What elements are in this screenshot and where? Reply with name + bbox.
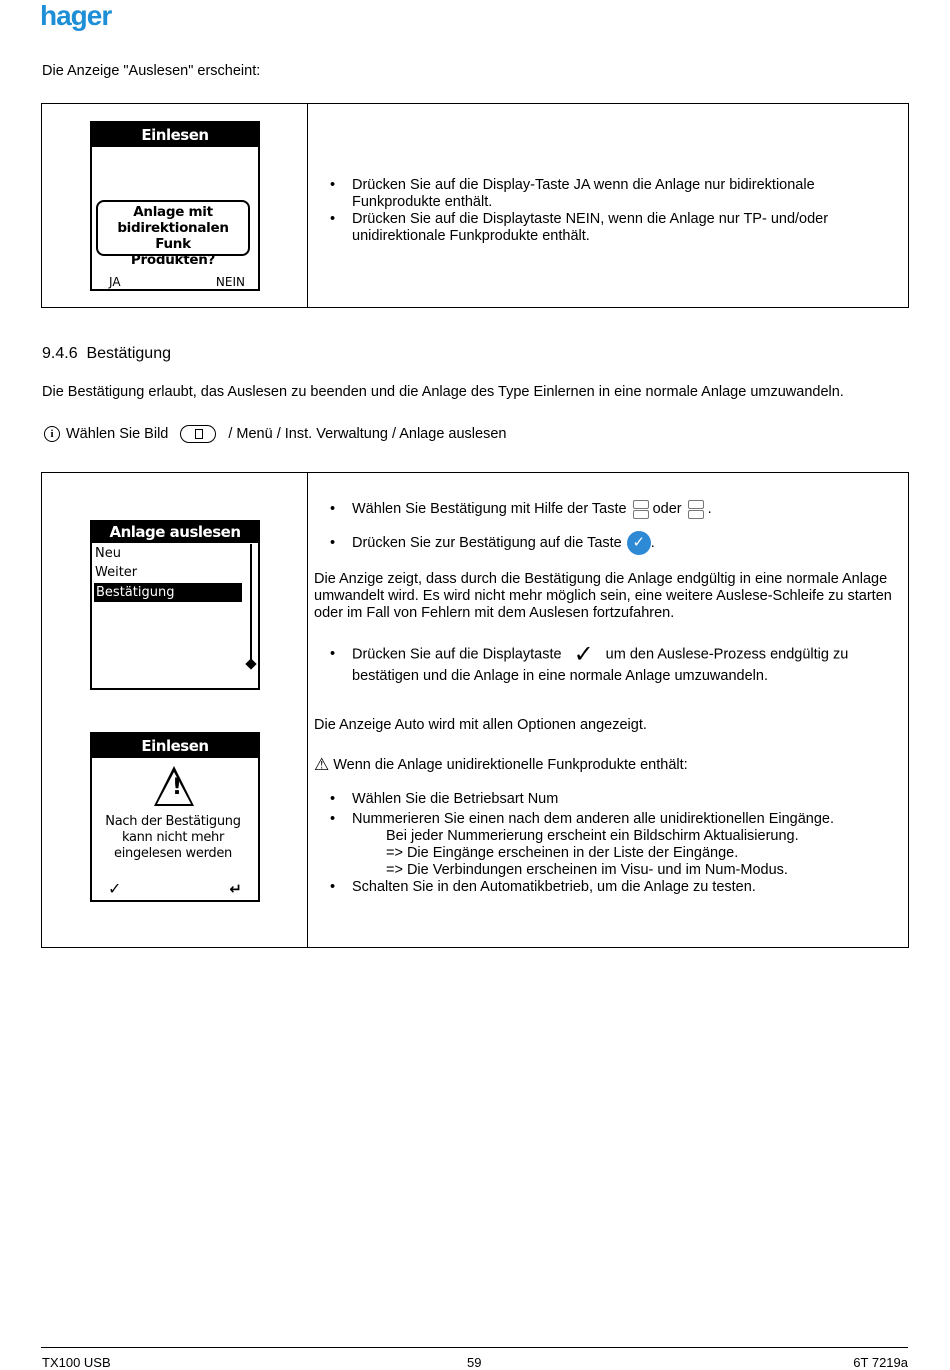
b3-line2: bestätigen und die Anlage in eine normale Anlage umzuwandeln. (352, 667, 768, 684)
section-number: 9.4.6 (42, 345, 78, 362)
table-bestaetigung (41, 472, 909, 948)
lcd-message-line: eingelesen werden (114, 846, 232, 861)
info-text-before: Wählen Sie Bild (66, 426, 169, 442)
lcd-anlage-auslesen (90, 520, 260, 690)
column-divider (307, 473, 308, 947)
ok-check-icon: ✓ (627, 531, 651, 555)
lcd-menu-item-weiter: Weiter (95, 565, 138, 580)
checkmark-icon: ✓ (573, 641, 594, 669)
list-item: • Wählen Sie die Betriebsart Num (314, 791, 904, 808)
b3-text: Drücken Sie auf die Displaytaste (352, 646, 562, 663)
sub-line: => Die Eingänge erscheinen in der Liste der Eingänge. (386, 844, 739, 861)
footer-divider (41, 1347, 908, 1348)
lcd-warning-message (92, 814, 254, 862)
lcd-scrollbar (250, 544, 252, 664)
warning-line (314, 755, 904, 775)
lcd-message-line: kann nicht mehr (121, 830, 225, 845)
lcd-back-arrow-icon: ↵ (229, 880, 242, 898)
screen-picture-icon (180, 425, 216, 443)
b1-or: oder (652, 501, 682, 517)
box1-bullet-list (314, 177, 854, 245)
lcd-confirm-check-icon: ✓ (108, 879, 122, 898)
lcd-message-frame (96, 200, 250, 268)
list-item (314, 641, 904, 686)
box2-bullet-list-1 (314, 499, 904, 555)
box2-paragraph-2: Die Anzeige Auto wird mit allen Optionen angezeigt. (314, 716, 647, 733)
box2-bullet-list-2 (314, 641, 904, 686)
box2-bullet-list-4 (314, 879, 904, 896)
down-key-icon (686, 499, 704, 519)
lcd-title: Einlesen (92, 123, 258, 147)
lcd-softkey-ja: JA (109, 275, 121, 289)
lcd-menu-item-bestaetigung: Bestätigung (94, 583, 242, 602)
box2-bullet-list-3 (314, 791, 904, 828)
lcd-einlesen-question (90, 121, 260, 291)
intro-text: Die Anzeige "Auslesen" erscheint: (42, 63, 261, 79)
lcd-title: Anlage auslesen (92, 522, 258, 543)
box2-paragraph-1: Die Anzige zeigt, dass durch die Bestätigung die Anlage endgültig in eine normale Anlage umwandelt wird. Es wird nicht mehr möglich sein, eine weitere Auslese-Schleife zu starten oder im Fall von Fehlern mit dem Auslesen fortzufahren. (314, 571, 892, 622)
info-text-after: / Menü / Inst. Verwaltung / Anlage auslesen (228, 426, 507, 442)
b1-text: Wählen Sie Bestätigung mit Hilfe der Taste (352, 501, 627, 517)
warning-text: Wenn die Anlage unidirektionelle Funkprodukte enthält: (333, 756, 688, 773)
lcd-menu-item-neu: Neu (95, 546, 121, 561)
lcd-message-line: Anlage mit (133, 204, 213, 220)
column-divider (307, 104, 308, 307)
table-einlesen (41, 103, 909, 308)
sub-line: Bei jeder Nummerierung erscheint ein Bildschirm Aktualisierung. (386, 827, 799, 844)
up-key-icon (631, 499, 649, 519)
b1-end: . (707, 501, 712, 517)
info-icon: i (44, 426, 60, 442)
list-item: • Nummerieren Sie einen nach dem anderen alle unidirektionellen Eingänge. (314, 811, 904, 828)
b2-end: . (650, 535, 655, 552)
hager-logo: hager (40, 0, 112, 31)
section-paragraph: Die Bestätigung erlaubt, das Auslesen zu beenden und die Anlage des Type Einlernen in eine normale Anlage umzuwandeln. (42, 384, 844, 400)
b2-text: Drücken Sie zur Bestätigung auf die Taste (352, 535, 622, 552)
lcd-einlesen-warning (90, 732, 260, 902)
info-line (44, 425, 506, 443)
lcd-message-line: Nach der Bestätigung (105, 814, 241, 829)
sub-line: => Die Verbindungen erscheinen im Visu- und im Num-Modus. (386, 861, 788, 878)
lcd-title: Einlesen (92, 734, 258, 758)
footer-page-number: 59 (467, 1355, 482, 1370)
warning-triangle-icon: ⚠ (314, 754, 330, 774)
lcd-scroll-thumb-icon (245, 658, 256, 669)
lcd-message-line: bidirektionalen Funk (117, 220, 229, 252)
lcd-message-line: Produkten? (130, 252, 216, 268)
list-item (314, 531, 904, 555)
list-item: • Schalten Sie in den Automatikbetrieb, um die Anlage zu testen. (314, 879, 904, 896)
footer-left: TX100 USB (42, 1355, 111, 1370)
b3-after: um den Auslese-Prozess endgültig zu (605, 646, 849, 663)
section-heading (42, 345, 171, 363)
warning-icon-mark: ! (172, 775, 183, 800)
lcd-softkey-nein: NEIN (215, 275, 245, 289)
list-item (314, 499, 904, 519)
section-title: Bestätigung (86, 345, 171, 362)
list-item: • Drücken Sie auf die Displaytaste NEIN, wenn die Anlage nur TP- und/oder unidirektionale Funkprodukte enthält. (314, 211, 854, 245)
footer-right: 6T 7219a (853, 1355, 908, 1370)
list-item: • Drücken Sie auf die Display-Taste JA wenn die Anlage nur bidirektionale Funkprodukte enthält. (314, 177, 854, 211)
box2-content (314, 499, 904, 896)
